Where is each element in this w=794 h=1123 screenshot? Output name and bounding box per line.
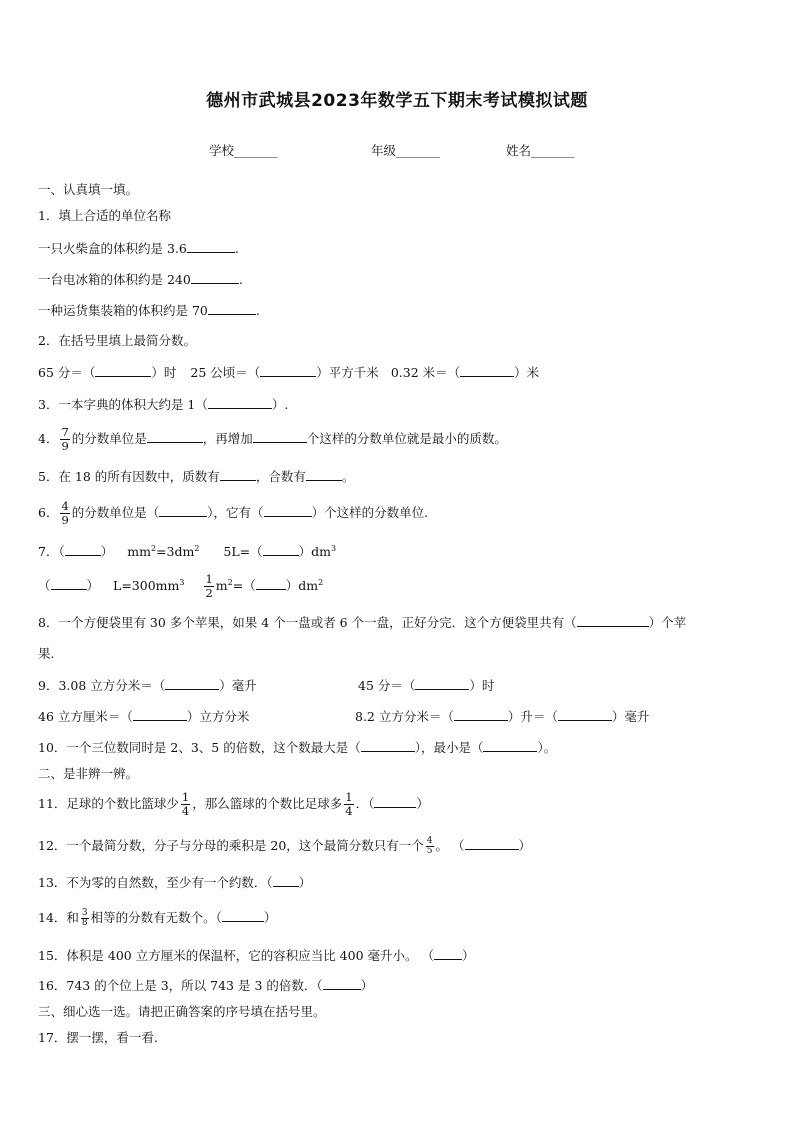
q14-text-2: 相等的分数有无数个。（ <box>90 910 222 925</box>
q7-bracket-close: ） <box>86 578 100 594</box>
period: . <box>234 241 239 256</box>
question-11 <box>38 789 429 819</box>
q7-l-mm: L=300mm <box>113 578 180 594</box>
q9-a-unit: ）毫升 <box>219 678 257 693</box>
q16-text: 16．743 的个位上是 3，所以 743 是 3 的倍数．（ <box>38 978 323 993</box>
question-9-d <box>355 708 649 725</box>
q7-m: m <box>215 578 228 594</box>
answer-blank[interactable] <box>159 504 207 517</box>
q7-eq-dm: =3dm <box>156 544 195 560</box>
q4-text-1: 的分数单位是 <box>71 431 147 446</box>
question-6 <box>38 498 428 528</box>
question-1c-text: 一种运货集装箱的体积约是 70 <box>38 303 208 318</box>
answer-blank[interactable] <box>454 708 508 721</box>
q10-text-3: ）。 <box>537 740 557 755</box>
answer-blank[interactable] <box>323 977 361 990</box>
q7-dm2: ）dm <box>285 578 319 594</box>
question-1a <box>38 240 239 257</box>
q15-bracket-close: ） <box>462 948 475 963</box>
question-1-stem: 1．填上合适的单位名称 <box>38 208 171 223</box>
answer-blank[interactable] <box>374 795 416 808</box>
q14-bracket-close: ） <box>263 910 277 925</box>
q4-text-3: 个这样的分数单位就是最小的质数。 <box>306 431 507 446</box>
answer-blank[interactable] <box>165 677 219 690</box>
q7-5l: 5L=（ <box>223 544 263 560</box>
q2-part-3: 25 公顷＝（ <box>190 365 261 380</box>
q9-b-unit: ）时 <box>469 678 495 693</box>
question-7-line-2 <box>38 568 323 601</box>
q2-part-4: ）平方千米 <box>316 365 379 380</box>
q7-number: 7．（ <box>38 544 65 560</box>
q13-text: 13．不为零的自然数，至少有一个约数．（ <box>38 875 273 890</box>
answer-blank[interactable] <box>191 271 239 284</box>
answer-blank[interactable] <box>253 430 307 443</box>
answer-blank[interactable] <box>465 837 519 850</box>
q12-bracket-close: ） <box>518 838 532 853</box>
section-1-heading: 一、认真填一填。 <box>38 182 139 197</box>
fraction-7-9: $\frac{7}{9}$ <box>61 425 69 453</box>
q9-d-text: 8.2 立方分米＝（ <box>355 709 454 724</box>
question-2-items <box>38 364 539 381</box>
answer-blank[interactable] <box>264 504 312 517</box>
page-title: 德州市武城县2023年数学五下期末考试模拟试题 <box>206 91 588 111</box>
q15-text: 15．体积是 400 立方厘米的保温杯，它的容积应当比 400 毫升小。 （ <box>38 948 434 963</box>
q7-unit-mm: mm <box>127 544 151 560</box>
answer-blank[interactable] <box>187 240 235 253</box>
school-field[interactable]: 学校_______ <box>209 143 278 158</box>
question-8-line-2: 果. <box>38 646 55 661</box>
question-13 <box>38 874 311 891</box>
q2-part-5: 0.32 米＝（ <box>390 365 461 380</box>
question-16 <box>38 977 373 994</box>
answer-blank[interactable] <box>306 468 342 481</box>
q10-text-1: 10．一个三位数同时是 2、3、5 的倍数，这个数最大是（ <box>38 740 361 755</box>
question-1b <box>38 271 243 288</box>
fraction-3-8: $\frac{3}{8}$ <box>81 908 88 928</box>
superscript: 2 <box>318 578 324 587</box>
q4-number: 4． <box>38 431 59 446</box>
q9-a-text: 9．3.08 立方分米＝（ <box>38 678 166 693</box>
q6-text-1: 的分数单位是（ <box>71 505 160 520</box>
q9-c-unit: ）立方分米 <box>186 709 250 724</box>
question-8-line-1 <box>38 614 686 631</box>
answer-blank[interactable] <box>361 739 415 752</box>
period: . <box>255 303 260 318</box>
question-9-c <box>38 708 249 725</box>
question-14 <box>38 904 276 932</box>
name-field[interactable]: 姓名_______ <box>506 143 575 158</box>
answer-blank[interactable] <box>147 430 203 443</box>
answer-blank[interactable] <box>65 543 101 556</box>
fraction-1-4: $\frac{1}{4}$ <box>181 790 190 818</box>
answer-blank[interactable] <box>483 739 537 752</box>
q7-bracket: ） <box>100 544 114 560</box>
answer-blank[interactable] <box>95 364 151 377</box>
period: . <box>238 272 243 287</box>
answer-blank[interactable] <box>256 577 286 590</box>
answer-blank[interactable] <box>558 708 612 721</box>
q12-bracket-open: 。 （ <box>435 838 465 853</box>
answer-blank[interactable] <box>415 677 469 690</box>
q11-text-2: ，那么篮球的个数比足球多 <box>192 796 343 811</box>
question-4 <box>38 424 507 454</box>
question-9-b <box>358 677 494 694</box>
q10-text-2: ），最小是（ <box>414 740 484 755</box>
superscript: 2 <box>194 544 200 553</box>
grade-field[interactable]: 年级_______ <box>371 143 440 158</box>
q2-part-1: 65 分＝（ <box>38 365 96 380</box>
q6-number: 6． <box>38 505 59 520</box>
answer-blank[interactable] <box>434 947 462 960</box>
question-1c <box>38 302 260 319</box>
q5-text-1: 5．在 18 的所有因数中，质数有 <box>38 469 220 484</box>
q13-bracket-close: ） <box>298 875 312 890</box>
superscript: 3 <box>179 578 185 587</box>
q7-bracket-open: （ <box>38 578 51 594</box>
q9-b-text: 45 分＝（ <box>358 678 416 693</box>
q6-text-3: ）个这样的分数单位. <box>311 505 429 520</box>
q11-bracket-close: ） <box>416 796 429 811</box>
fraction-4-9: $\frac{4}{9}$ <box>61 499 69 527</box>
question-1a-text: 一只火柴盒的体积约是 3.6 <box>38 241 187 256</box>
q5-text-2: ，合数有 <box>255 469 306 484</box>
answer-blank[interactable] <box>208 302 256 315</box>
superscript: 2 <box>227 578 233 587</box>
question-2-stem: 2．在括号里填上最简分数。 <box>38 333 196 348</box>
question-7-line-1 <box>38 541 336 560</box>
question-9-a <box>38 677 257 694</box>
section-2-heading: 二、是非辨一辨。 <box>38 766 139 781</box>
q8-text: 8．一个方便袋里有 30 多个苹果，如果 4 个一盘或者 6 个一盘，正好分完．这个方便袋里共有（ <box>38 615 577 630</box>
answer-blank[interactable] <box>220 468 256 481</box>
question-1b-text: 一台电冰箱的体积约是 240 <box>38 272 191 287</box>
q5-text-3: 。 <box>341 469 355 484</box>
q11-bracket-open: ．（ <box>355 796 375 811</box>
fraction-1-4: $\frac{1}{4}$ <box>345 790 353 818</box>
section-3-heading: 三、细心选一选。请把正确答案的序号填在括号里。 <box>38 1004 326 1019</box>
q6-text-2: ），它有（ <box>207 505 264 520</box>
answer-blank[interactable] <box>263 543 299 556</box>
answer-blank[interactable] <box>222 909 264 922</box>
answer-blank[interactable] <box>208 396 272 409</box>
q7-dm: ）dm <box>298 544 331 560</box>
answer-blank[interactable] <box>133 708 187 721</box>
answer-blank[interactable] <box>51 577 87 590</box>
superscript: 3 <box>331 544 337 553</box>
question-17: 17．摆一摆，看一看. <box>38 1030 158 1045</box>
superscript: 2 <box>150 544 157 553</box>
q2-part-6: ）米 <box>514 365 540 380</box>
q9-d-unit: ）毫升 <box>611 709 650 724</box>
q16-bracket-close: ） <box>360 978 374 993</box>
answer-blank[interactable] <box>273 874 299 887</box>
q11-text-1: 11．足球的个数比篮球少 <box>38 796 179 811</box>
q9-d-mid: ）升＝（ <box>507 709 558 724</box>
answer-blank[interactable] <box>460 364 514 377</box>
question-10 <box>38 739 556 756</box>
question-12 <box>38 833 531 859</box>
q9-c-text: 46 立方厘米＝（ <box>38 709 133 724</box>
q7-eq: =（ <box>232 578 256 594</box>
question-3 <box>38 396 288 413</box>
q3-end: ）. <box>271 397 289 412</box>
q2-part-2: ）时 <box>151 365 177 380</box>
q8-text-end: ）个苹 <box>648 615 687 630</box>
answer-blank[interactable] <box>577 614 649 627</box>
q3-text: 3．一本字典的体积大约是 1（ <box>38 397 208 412</box>
q14-text-1: 14．和 <box>38 910 79 925</box>
fraction-4-5: $\frac{4}{5}$ <box>426 836 433 856</box>
question-15 <box>38 947 475 964</box>
fraction-1-2: $\frac{1}{2}$ <box>205 572 213 601</box>
q4-text-2: ，再增加 <box>202 431 253 446</box>
answer-blank[interactable] <box>260 364 316 377</box>
q12-text: 12．一个最简分数，分子与分母的乘积是 20，这个最简分数只有一个 <box>38 838 424 853</box>
question-5 <box>38 468 354 485</box>
